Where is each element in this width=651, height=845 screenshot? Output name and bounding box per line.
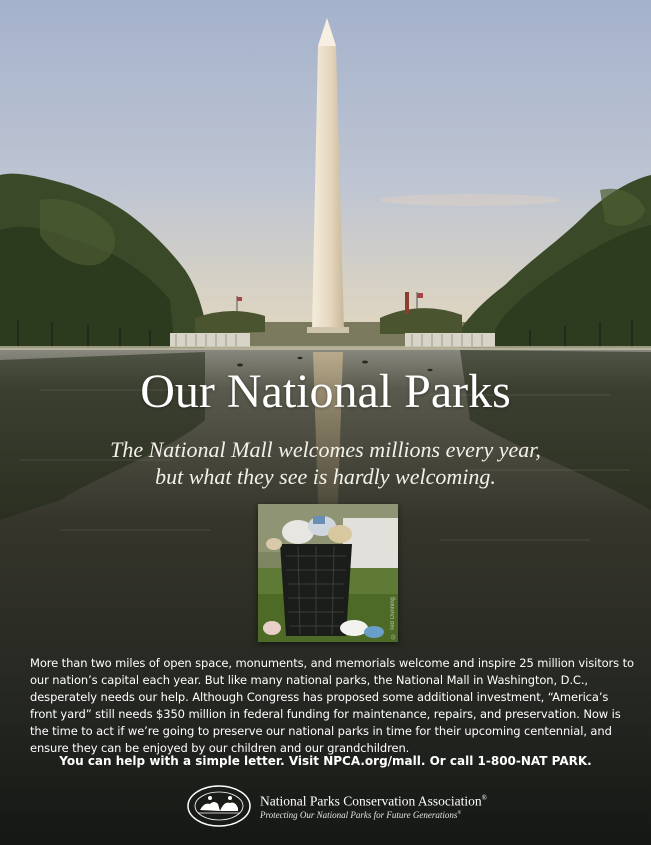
npca-seal-icon xyxy=(186,784,252,828)
organization-logo xyxy=(186,782,487,830)
organization-text xyxy=(260,791,487,822)
subhead-line: The National Mall welcomes millions every year, xyxy=(110,437,541,462)
organization-name: National Parks Conservation Association® xyxy=(260,793,487,809)
subhead xyxy=(0,436,651,490)
body-copy: More than two miles of open space, monuments, and memorials welcome and inspire 25 million visitors to our nation’s capital each year. But like many national parks, the National Mall in Washington, D.C., desperately needs our help. Although Congress has proposed some additional investment, “America’s front yard” still needs $350 million in federal funding for maintenance, repairs, and preservation. Now is the time to act if we’re going to preserve our national parks in time for their upcoming centennial, and ensure they can be enjoyed by our children and our grandchildren. xyxy=(30,656,634,755)
subhead-line: but what they see is hardly welcoming. xyxy=(155,464,496,489)
photo-credit: © Ted Dunning xyxy=(390,596,396,638)
organization-tagline: Protecting Our National Parks for Future Generations® xyxy=(260,810,462,821)
overflowing-trash-can-photo xyxy=(258,504,398,642)
call-to-action: You can help with a simple letter. Visit NPCA.org/mall. Or call 1-800-NAT PARK. xyxy=(59,754,592,768)
headline: Our National Parks xyxy=(140,365,511,418)
